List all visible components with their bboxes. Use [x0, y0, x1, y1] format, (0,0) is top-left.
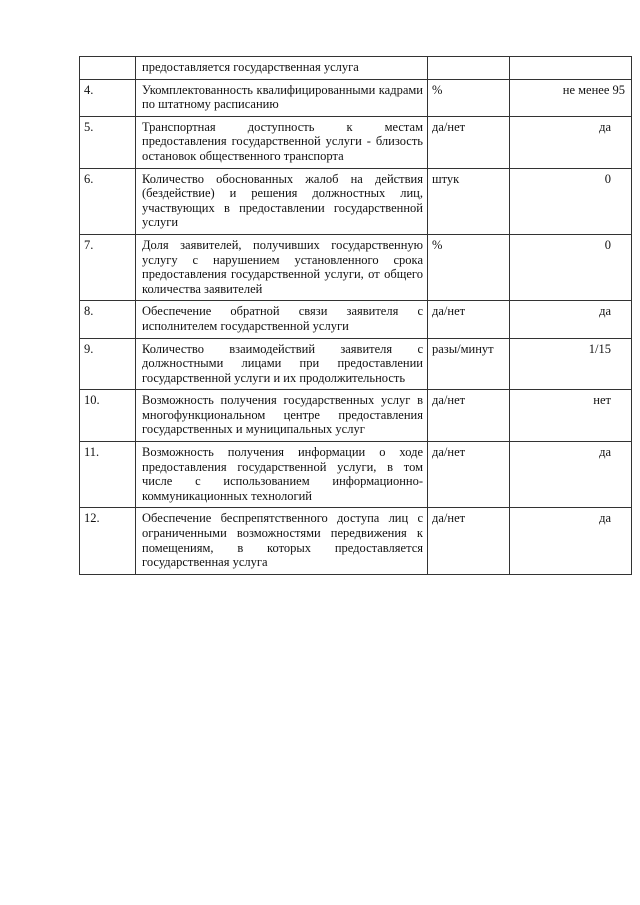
table-row: [80, 79, 632, 116]
indicator-name-cell: Возможность получения информации о ходе предоставления государственной услуги, в том числе с использованием информационно-коммуникационных технологий: [136, 442, 428, 508]
norm-value-cell: 1/15: [510, 338, 632, 390]
indicator-name-cell: Возможность получения государственных услуг в многофункциональном центре предоставления государственных и муниципальных услуг: [136, 390, 428, 442]
norm-value-cell: не менее 95: [510, 79, 632, 116]
indicator-name-cell: Количество обоснованных жалоб на действия (бездействие) и решения должностных лиц, участвующих в предоставлении государственной услуги: [136, 168, 428, 234]
row-number-cell: 12.: [80, 508, 136, 574]
table-row-continued: [80, 57, 632, 80]
norm-value-cell: нет: [510, 390, 632, 442]
table-row: [80, 301, 632, 338]
unit-cell: штук: [428, 168, 510, 234]
unit-cell: %: [428, 79, 510, 116]
indicators-table-body: [80, 57, 632, 575]
table-row: [80, 338, 632, 390]
unit-cell: разы/минут: [428, 338, 510, 390]
unit-cell: [428, 57, 510, 80]
indicator-name-cell: предоставляется государственная услуга: [136, 57, 428, 80]
row-number-cell: 4.: [80, 79, 136, 116]
row-number-cell: 11.: [80, 442, 136, 508]
unit-cell: %: [428, 234, 510, 300]
indicators-table: [79, 56, 632, 575]
unit-cell: да/нет: [428, 301, 510, 338]
table-row: [80, 234, 632, 300]
table-row: [80, 442, 632, 508]
indicator-name-cell: Количество взаимодействий заявителя с должностными лицами при предоставлении государственной услуги и их продолжительность: [136, 338, 428, 390]
row-number-cell: [80, 57, 136, 80]
norm-value-cell: да: [510, 508, 632, 574]
unit-cell: да/нет: [428, 116, 510, 168]
table-row: [80, 116, 632, 168]
table-row: [80, 390, 632, 442]
unit-cell: да/нет: [428, 442, 510, 508]
row-number-cell: 7.: [80, 234, 136, 300]
row-number-cell: 9.: [80, 338, 136, 390]
table-row: [80, 168, 632, 234]
row-number-cell: 10.: [80, 390, 136, 442]
indicator-name-cell: Транспортная доступность к местам предоставления государственной услуги - близость остановок общественного транспорта: [136, 116, 428, 168]
norm-value-cell: да: [510, 301, 632, 338]
indicator-name-cell: Обеспечение беспрепятственного доступа лиц с ограниченными возможностями передвижения к помещениям, в которых предоставляется государственная услуга: [136, 508, 428, 574]
row-number-cell: 6.: [80, 168, 136, 234]
indicator-name-cell: Обеспечение обратной связи заявителя с исполнителем государственной услуги: [136, 301, 428, 338]
table-row: [80, 508, 632, 574]
norm-value-cell: да: [510, 116, 632, 168]
row-number-cell: 8.: [80, 301, 136, 338]
norm-value-cell: [510, 57, 632, 80]
unit-cell: да/нет: [428, 508, 510, 574]
unit-cell: да/нет: [428, 390, 510, 442]
indicator-name-cell: Доля заявителей, получивших государственную услугу с нарушением установленного срока предоставления государственной услуги, от общего количества заявителей: [136, 234, 428, 300]
norm-value-cell: 0: [510, 168, 632, 234]
indicator-name-cell: Укомплектованность квалифицированными кадрами по штатному расписанию: [136, 79, 428, 116]
norm-value-cell: да: [510, 442, 632, 508]
row-number-cell: 5.: [80, 116, 136, 168]
norm-value-cell: 0: [510, 234, 632, 300]
